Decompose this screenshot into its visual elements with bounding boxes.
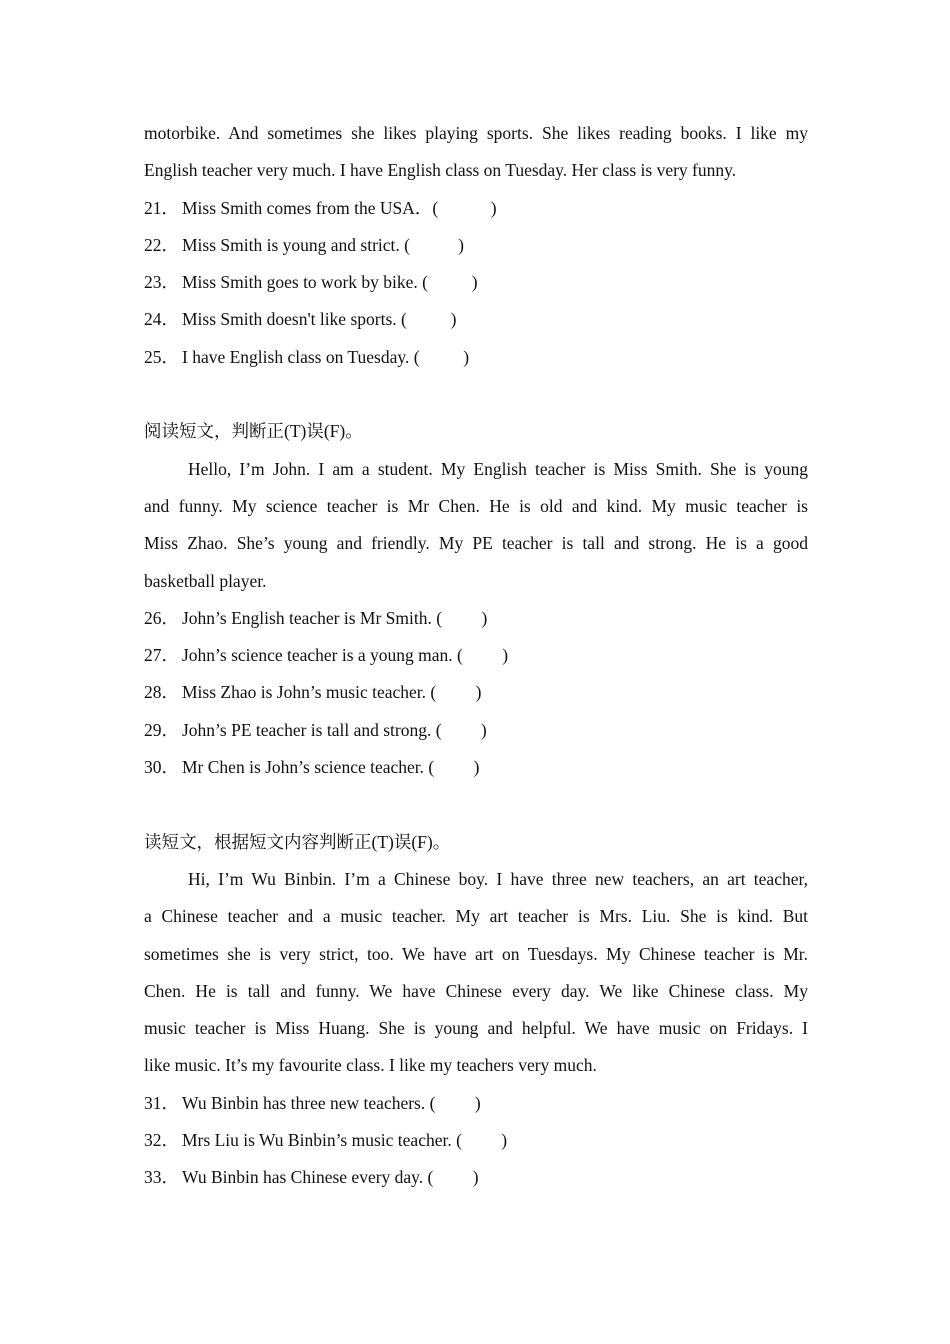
question-text: John’s PE teacher is tall and strong. ( xyxy=(182,719,442,740)
answer-blank[interactable] xyxy=(442,600,481,637)
answer-blank[interactable] xyxy=(433,1159,472,1196)
question-number: 32． xyxy=(144,1130,179,1151)
question-number: 27． xyxy=(144,645,179,666)
question-number: 25． xyxy=(144,346,179,367)
section-heading: 读短文，根据短文内容判断正(T)误(F)。 xyxy=(144,831,451,852)
question-25: 25． I have English class on Tuesday. ( ) xyxy=(144,339,808,376)
answer-blank[interactable] xyxy=(434,749,473,786)
question-number: 21． xyxy=(144,197,179,218)
answer-blank[interactable] xyxy=(410,227,458,264)
question-text: Miss Smith doesn't like sports. ( xyxy=(182,309,407,330)
spacer xyxy=(144,376,808,413)
answer-blank[interactable] xyxy=(462,1122,501,1159)
answer-blank[interactable] xyxy=(438,190,491,227)
question-text: Miss Smith goes to work by bike. ( xyxy=(182,272,428,293)
question-22: 22． Miss Smith is young and strict. ( ) xyxy=(144,227,808,264)
question-24: 24． Miss Smith doesn't like sports. ( ) xyxy=(144,301,808,338)
passage-line: a Chinese teacher and a music teacher. My art teacher is Mrs. Liu. She is kind. But xyxy=(144,906,808,927)
question-text: John’s science teacher is a young man. ( xyxy=(182,645,463,666)
question-29: 29． John’s PE teacher is tall and strong. ( ) xyxy=(144,712,808,749)
question-21: 21． Miss Smith comes from the USA．( ) xyxy=(144,190,808,227)
passage-line: Hi, I’m Wu Binbin. I’m a Chinese boy. I have three new teachers, an art teacher, xyxy=(188,868,808,889)
question-text: John’s English teacher is Mr Smith. ( xyxy=(182,607,443,628)
answer-blank[interactable] xyxy=(442,712,481,749)
question-number: 33． xyxy=(144,1167,179,1188)
question-text: Mr Chen is John’s science teacher. ( xyxy=(182,757,435,778)
question-text: Miss Zhao is John’s music teacher. ( xyxy=(182,682,437,703)
passage-line: music teacher is Miss Huang. She is young and helpful. We have music on Fridays. I xyxy=(144,1018,808,1039)
answer-blank[interactable] xyxy=(420,339,464,376)
answer-blank[interactable] xyxy=(428,264,472,301)
question-number: 30． xyxy=(144,757,179,778)
question-31: 31． Wu Binbin has three new teachers. ( ) xyxy=(144,1085,808,1122)
spacer xyxy=(144,786,808,823)
passage-line: motorbike. And sometimes she likes playing sports. She likes reading books. I like my xyxy=(144,123,808,143)
passage-line: Chen. He is tall and funny. We have Chinese every day. We like Chinese class. My xyxy=(144,980,808,1001)
question-text: Miss Smith is young and strict. ( xyxy=(182,234,410,255)
question-number: 24． xyxy=(144,309,179,330)
passage-line: like music. It’s my favourite class. I like my teachers very much. xyxy=(144,1055,597,1076)
question-text: Wu Binbin has Chinese every day. ( xyxy=(182,1167,434,1188)
question-number: 22． xyxy=(144,234,179,255)
question-text: Wu Binbin has three new teachers. ( xyxy=(182,1092,436,1113)
question-28: 28． Miss Zhao is John’s music teacher. ( ) xyxy=(144,674,808,711)
question-26: 26． John’s English teacher is Mr Smith. ( ) xyxy=(144,600,808,637)
passage-line: sometimes she is very strict, too. We have art on Tuesdays. My Chinese teacher is Mr. xyxy=(144,943,808,964)
question-number: 29． xyxy=(144,719,179,740)
question-text: I have English class on Tuesday. ( xyxy=(182,346,420,367)
answer-blank[interactable] xyxy=(436,674,475,711)
answer-blank[interactable] xyxy=(463,637,502,674)
question-number: 28． xyxy=(144,682,179,703)
question-32: 32． Mrs Liu is Wu Binbin’s music teacher. ( ) xyxy=(144,1122,808,1159)
passage-line: English teacher very much. I have English class on Tuesday. Her class is very funny. xyxy=(144,160,737,181)
passage-line: and funny. My science teacher is Mr Chen. He is old and kind. My music teacher is xyxy=(144,495,808,516)
question-number: 23． xyxy=(144,272,179,293)
passage-line: Hello, I’m John. I am a student. My English teacher is Miss Smith. She is young xyxy=(188,458,808,479)
answer-blank[interactable] xyxy=(435,1085,474,1122)
question-23: 23． Miss Smith goes to work by bike. ( ) xyxy=(144,264,808,301)
passage-line: basketball player. xyxy=(144,570,267,591)
question-text: Mrs Liu is Wu Binbin’s music teacher. ( xyxy=(182,1130,462,1151)
section-heading: 阅读短文，判断正(T)误(F)。 xyxy=(144,421,363,442)
worksheet-page xyxy=(144,115,808,1197)
answer-blank[interactable] xyxy=(407,301,451,338)
question-33: 33． Wu Binbin has Chinese every day. ( ) xyxy=(144,1159,808,1196)
question-text: Miss Smith comes from the USA．( xyxy=(182,197,439,218)
question-number: 26． xyxy=(144,607,179,628)
question-30: 30． Mr Chen is John’s science teacher. ( ) xyxy=(144,749,808,786)
passage-line: Miss Zhao. She’s young and friendly. My PE teacher is tall and strong. He is a good xyxy=(144,533,808,554)
question-number: 31． xyxy=(144,1092,179,1113)
question-27: 27． John’s science teacher is a young man. ( ) xyxy=(144,637,808,674)
